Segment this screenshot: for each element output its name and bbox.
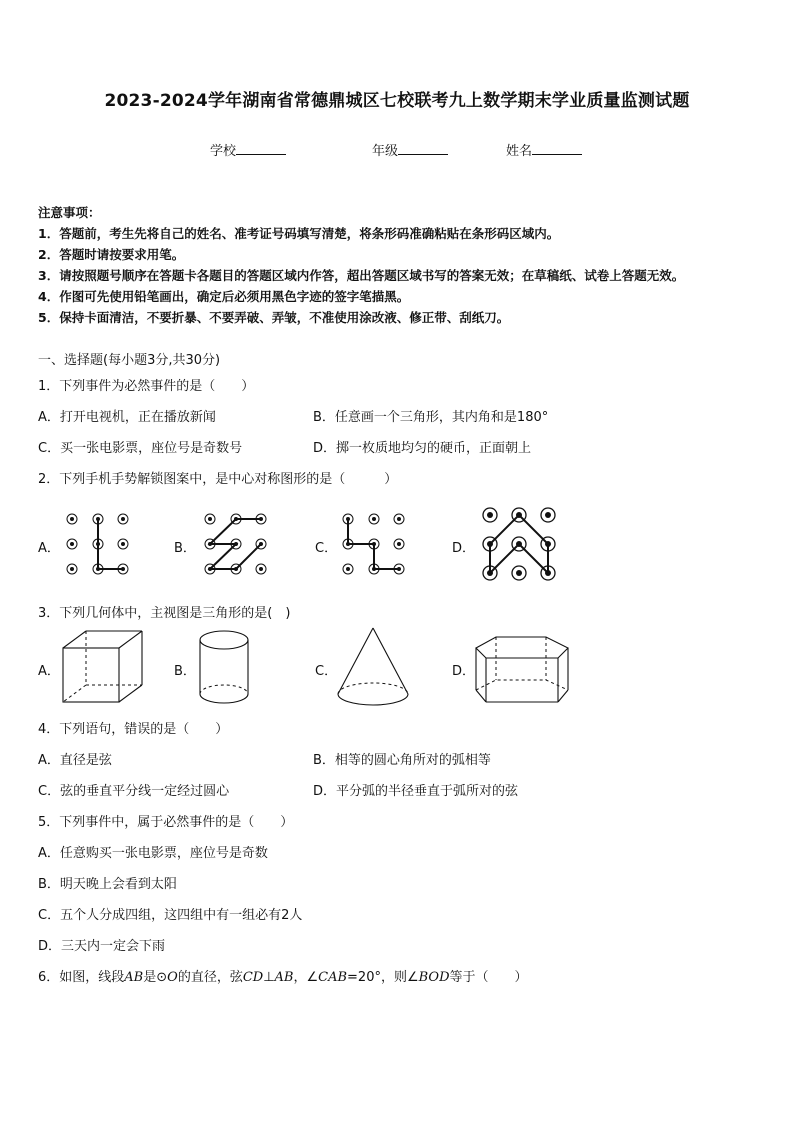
q3-figure-a-cube[interactable] bbox=[62, 630, 144, 704]
q5-option-b[interactable]: B．明天晚上会看到太阳 bbox=[38, 877, 177, 892]
name-field[interactable] bbox=[506, 140, 582, 159]
name-label: 姓名 bbox=[506, 144, 533, 159]
question-6-stem bbox=[38, 966, 528, 985]
q6-angle-bod: BOD bbox=[418, 970, 450, 985]
q5-option-a[interactable]: A．任意购买一张电影票，座位号是奇数 bbox=[38, 846, 268, 861]
grade-field[interactable] bbox=[372, 140, 448, 159]
q1-option-d[interactable]: D．掷一枚质地均匀的硬币，正面朝上 bbox=[313, 441, 532, 456]
grade-label: 年级 bbox=[372, 144, 399, 159]
q2-figure-c[interactable] bbox=[336, 506, 412, 582]
q6-text: 的直径，弦 bbox=[177, 970, 243, 985]
q2-label-d[interactable]: D． bbox=[452, 541, 476, 556]
name-blank[interactable] bbox=[532, 142, 582, 155]
q3-label-b[interactable]: B． bbox=[174, 664, 196, 679]
q3-label-d[interactable]: D． bbox=[452, 664, 476, 679]
section-heading: 一、选择题(每小题3分,共30分) bbox=[38, 353, 221, 368]
question-5-stem: 5．下列事件中，属于必然事件的是（ ） bbox=[38, 815, 294, 830]
question-4-stem: 4．下列语句，错误的是（ ） bbox=[38, 722, 229, 737]
note-item: 3．请按照题号顺序在答题卡各题目的答题区域内作答，超出答题区域书写的答案无效；在草稿纸、试卷上答题无效。 bbox=[38, 268, 685, 283]
school-blank[interactable] bbox=[236, 142, 286, 155]
grade-blank[interactable] bbox=[398, 142, 448, 155]
note-item: 1．答题前，考生先将自己的姓名、准考证号码填写清楚，将条形码准确粘贴在条形码区域内。 bbox=[38, 226, 560, 241]
q6-text: 等于（ ） bbox=[449, 970, 528, 985]
q2-figure-b[interactable] bbox=[198, 506, 274, 582]
q6-segment-ab: AB bbox=[124, 970, 144, 985]
q2-label-a[interactable]: A． bbox=[38, 541, 60, 556]
q4-option-b[interactable]: B．相等的圆心角所对的弧相等 bbox=[313, 753, 491, 768]
q6-chord-cd: CD bbox=[242, 970, 264, 985]
q4-option-a[interactable]: A．直径是弦 bbox=[38, 753, 112, 768]
q5-option-d[interactable]: D．三天内一定会下雨 bbox=[38, 939, 166, 954]
q6-angle-cab: CAB bbox=[318, 970, 348, 985]
q3-figure-d-hexagonal-prism[interactable] bbox=[474, 636, 570, 706]
q2-figure-a[interactable] bbox=[60, 506, 136, 582]
q6-text: 6．如图，线段 bbox=[38, 970, 125, 985]
q2-label-c[interactable]: C． bbox=[315, 541, 338, 556]
note-item: 5．保持卡面清洁，不要折暴、不要弄破、弄皱，不准使用涂改液、修正带、刮纸刀。 bbox=[38, 310, 510, 325]
question-1-stem: 1．下列事件为必然事件的是（ ） bbox=[38, 379, 255, 394]
school-field[interactable] bbox=[210, 140, 286, 159]
school-label: 学校 bbox=[210, 144, 237, 159]
q2-label-b[interactable]: B． bbox=[174, 541, 196, 556]
q4-option-d[interactable]: D．平分弧的半径垂直于弧所对的弦 bbox=[313, 784, 519, 799]
q6-text: 是⊙ bbox=[143, 970, 168, 985]
q1-option-b[interactable]: B．任意画一个三角形，其内角和是180° bbox=[313, 410, 549, 425]
q1-option-a[interactable]: A．打开电视机，正在播放新闻 bbox=[38, 410, 216, 425]
q6-perp-symbol: ⊥ bbox=[263, 970, 275, 985]
q5-option-c[interactable]: C．五个人分成四组，这四组中有一组必有2人 bbox=[38, 908, 303, 923]
q1-option-c[interactable]: C．买一张电影票，座位号是奇数号 bbox=[38, 441, 243, 456]
question-2-stem: 2．下列手机手势解锁图案中，是中心对称图形的是（ ） bbox=[38, 472, 398, 487]
q6-text: ，∠ bbox=[293, 970, 319, 985]
note-item: 4．作图可先使用铅笔画出，确定后必须用黑色字迹的签字笔描黑。 bbox=[38, 289, 410, 304]
q3-figure-c-cone[interactable] bbox=[336, 626, 410, 708]
q3-label-c[interactable]: C． bbox=[315, 664, 338, 679]
page-title: 2023-2024学年湖南省常德鼎城区七校联考九上数学期末学业质量监测试题 bbox=[104, 91, 690, 111]
question-3-stem: 3．下列几何体中，主视图是三角形的是( ) bbox=[38, 606, 291, 621]
note-item: 2．答题时请按要求用笔。 bbox=[38, 247, 185, 262]
q3-label-a[interactable]: A． bbox=[38, 664, 60, 679]
q4-option-c[interactable]: C．弦的垂直平分线一定经过圆心 bbox=[38, 784, 230, 799]
q6-segment-ab: AB bbox=[274, 970, 294, 985]
q3-figure-b-cylinder[interactable] bbox=[198, 630, 250, 706]
q2-figure-d[interactable] bbox=[478, 503, 560, 585]
q6-center-o: O bbox=[167, 970, 178, 985]
notes-heading: 注意事项： bbox=[38, 205, 101, 220]
q6-text: =20°，则∠ bbox=[347, 970, 419, 985]
